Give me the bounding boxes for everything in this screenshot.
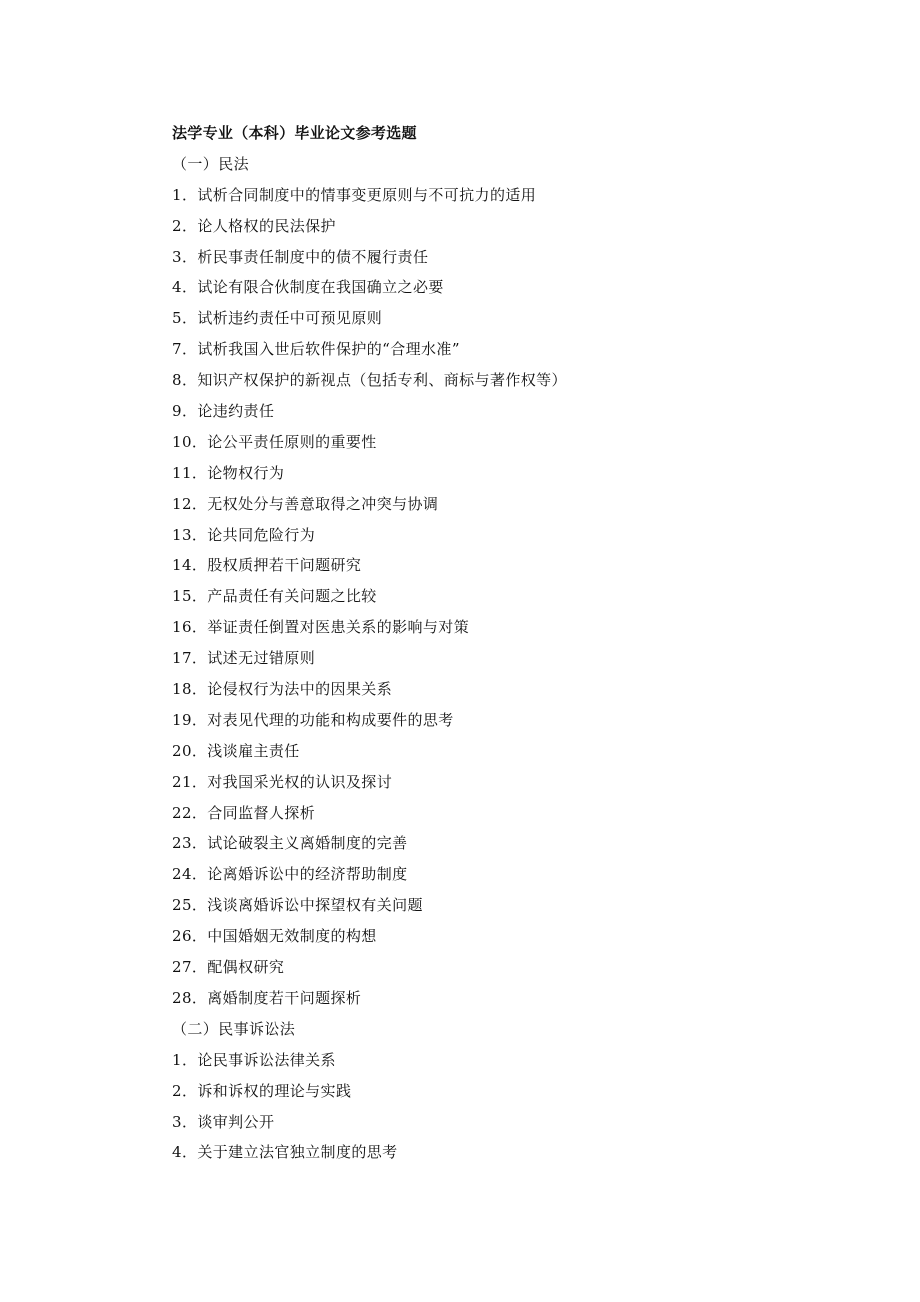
topic-list (172, 180, 872, 1014)
list-item: 22．合同监督人探析 (172, 803, 316, 822)
document-title: 法学专业（本科）毕业论文参考选题 (172, 124, 417, 142)
list-item: 10．论公平责任原则的重要性 (172, 432, 377, 451)
list-item: 3．析民事责任制度中的债不履行责任 (172, 247, 429, 266)
list-item: 20．浅谈雇主责任 (172, 741, 300, 760)
list-item: 4．关于建立法官独立制度的思考 (172, 1143, 398, 1162)
section-heading: （二）民事诉讼法 (172, 1019, 296, 1038)
list-item: 28．离婚制度若干问题探析 (172, 988, 362, 1007)
list-item: 13．论共同危险行为 (172, 525, 316, 544)
list-item: 7．试析我国入世后软件保护的“合理水准” (172, 340, 460, 359)
list-item: 24．论离婚诉讼中的经济帮助制度 (172, 865, 408, 884)
list-item: 9．论违约责任 (172, 402, 275, 421)
list-item: 17．试述无过错原则 (172, 649, 316, 668)
list-item: 4．试论有限合伙制度在我国确立之必要 (172, 278, 444, 297)
list-item: 21．对我国采光权的认识及探讨 (172, 772, 393, 791)
list-item: 15．产品责任有关问题之比较 (172, 587, 377, 606)
list-item: 1．试析合同制度中的情事变更原则与不可抗力的适用 (172, 185, 537, 204)
list-item: 19．对表见代理的功能和构成要件的思考 (172, 710, 454, 729)
list-item: 12．无权处分与善意取得之冲突与协调 (172, 494, 439, 513)
section-heading: （一）民法 (172, 154, 250, 173)
list-item: 3．谈审判公开 (172, 1112, 275, 1131)
list-item: 26．中国婚姻无效制度的构想 (172, 927, 377, 946)
list-item: 8．知识产权保护的新视点（包括专利、商标与著作权等） (172, 371, 567, 390)
list-item: 16．举证责任倒置对医患关系的影响与对策 (172, 618, 470, 637)
list-item: 23．试论破裂主义离婚制度的完善 (172, 834, 408, 853)
list-item: 2．诉和诉权的理论与实践 (172, 1081, 352, 1100)
list-item: 1．论民事诉讼法律关系 (172, 1050, 336, 1069)
topic-list (172, 1045, 872, 1169)
document-body (172, 118, 872, 1168)
section-civil-procedure-law (172, 1014, 872, 1168)
list-item: 25．浅谈离婚诉讼中探望权有关问题 (172, 896, 423, 915)
list-item: 11．论物权行为 (172, 463, 285, 482)
list-item: 14．股权质押若干问题研究 (172, 556, 362, 575)
list-item: 2．论人格权的民法保护 (172, 216, 336, 235)
list-item: 27．配偶权研究 (172, 958, 285, 977)
list-item: 18．论侵权行为法中的因果关系 (172, 680, 393, 699)
section-civil-law (172, 149, 872, 1014)
list-item: 5．试析违约责任中可预见原则 (172, 309, 383, 328)
